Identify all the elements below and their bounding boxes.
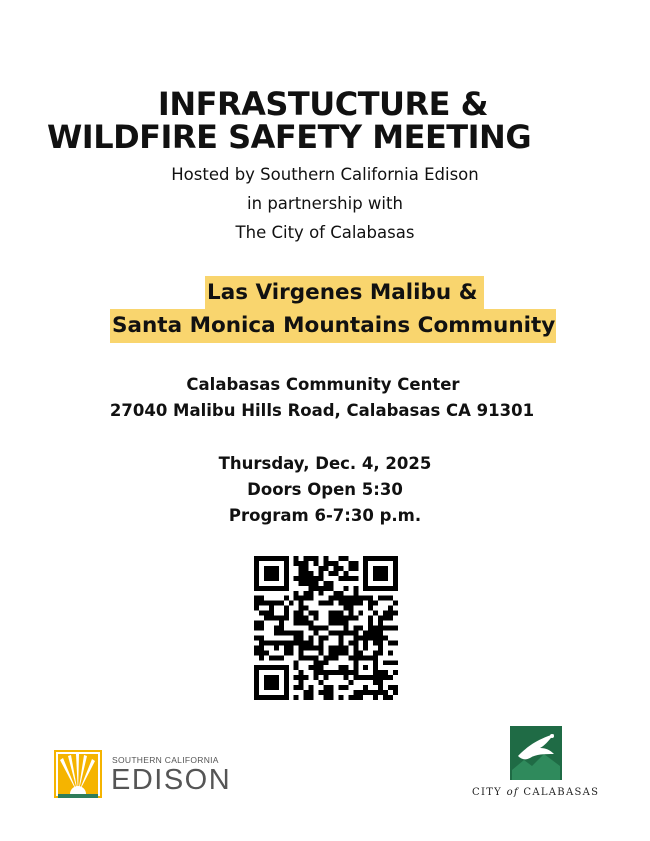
title-line-2: WILDFIRE SAFETY MEETING — [47, 118, 532, 156]
cal-of: of — [506, 787, 519, 798]
sun-burst-icon — [54, 750, 102, 800]
calabasas-wordmark — [472, 787, 599, 798]
edison-subtitle: SOUTHERN CALIFORNIA — [112, 755, 219, 765]
hawk-icon — [510, 726, 562, 780]
qr-code-icon[interactable] — [254, 556, 398, 700]
city-line: The City of Calabasas — [235, 223, 415, 242]
hosted-by-line: Hosted by Southern California Edison — [171, 165, 479, 184]
venue-address: 27040 Malibu Hills Road, Calabasas CA 91301 — [109, 401, 535, 420]
community-highlight-2: Santa Monica Mountains Community — [110, 309, 556, 343]
partnership-line: in partnership with — [247, 194, 403, 213]
title-line-1: INFRASTUCTURE & — [157, 85, 489, 123]
cal-name: CALABASAS — [523, 787, 600, 798]
community-highlight-1: Las Virgenes Malibu & — [205, 276, 484, 310]
doors-open-time: Doors Open 5:30 — [247, 480, 403, 499]
event-date: Thursday, Dec. 4, 2025 — [218, 454, 432, 473]
cal-city: CITY — [472, 787, 503, 798]
edison-wordmark: EDISON — [111, 764, 232, 796]
venue-name: Calabasas Community Center — [186, 375, 460, 394]
program-time: Program 6-7:30 p.m. — [228, 506, 422, 525]
